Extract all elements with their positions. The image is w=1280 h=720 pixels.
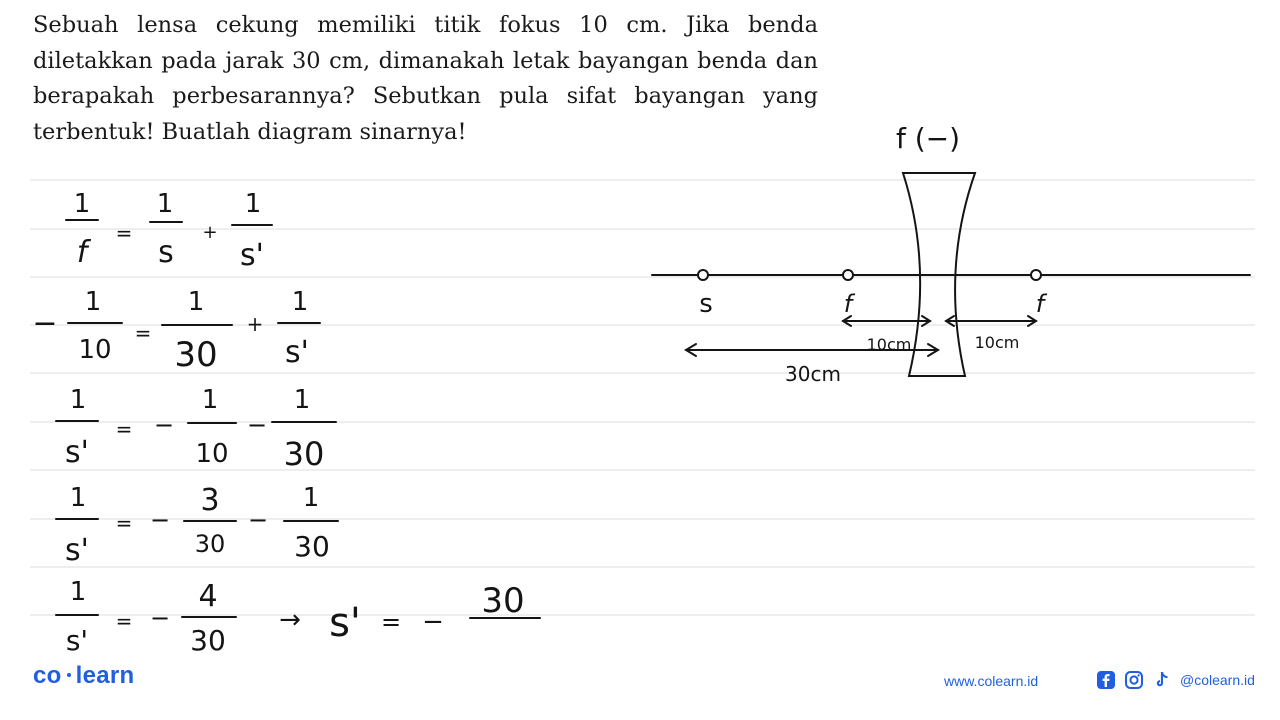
fraction-numerator: 1 [201,385,219,415]
minus-sign: − [422,607,444,637]
fraction-denominator: 30 [190,624,226,657]
minus-sign: − [153,411,175,439]
facebook-icon[interactable] [1096,670,1116,690]
focus-right-label: f [1035,290,1045,318]
colearn-logo [33,662,134,690]
work-line-5 [56,577,540,657]
fraction-numerator: 1 [291,287,309,317]
fraction-denominator: f [76,235,88,270]
fraction-numerator: 1 [69,385,87,415]
object-label: s [699,289,713,319]
social-links [1096,670,1255,690]
fraction-numerator: 1 [187,287,205,317]
fraction-numerator: 1 [293,385,311,415]
fraction-denominator: s' [240,238,264,273]
fraction-numerator: 4 [198,579,218,614]
social-handle[interactable]: @colearn.id [1180,672,1255,688]
fraction-denominator: s' [65,435,89,470]
handwritten-work [32,189,540,657]
fraction-denominator: 30 [194,530,226,558]
fraction-numerator: 1 [73,189,91,219]
lens-type-label: f (−) [895,122,961,155]
work-line-1 [66,189,272,273]
focal-distance-left: 10cm [866,335,912,354]
fraction-denominator: 30 [174,335,218,375]
minus-sign: − [247,506,269,534]
logo-dot [67,673,71,677]
minus-sign: − [32,306,58,341]
fraction-numerator: 1 [244,189,262,219]
fraction-denominator: 10 [78,335,112,365]
minus-sign: − [149,506,171,534]
fraction-numerator: 3 [200,483,220,518]
fraction-denominator: s' [65,624,89,657]
fraction-numerator: 1 [302,483,320,513]
work-line-2 [32,287,320,375]
focus-left-point [843,270,853,280]
object-point [698,270,708,280]
fraction-numerator: 1 [69,483,87,513]
fraction-denominator: s' [285,335,309,370]
equals-sign: = [115,609,133,633]
minus-sign: − [246,411,268,439]
work-line-3 [56,385,336,473]
fraction-denominator: s [158,235,174,270]
minus-sign: − [149,604,171,632]
instagram-icon[interactable] [1124,670,1144,690]
equals-sign: = [115,221,133,245]
logo-part-right: learn [75,662,135,689]
problem-statement: Sebuah lensa cekung memiliki titik fokus 10 cm. Jika benda diletakkan pada jarak 30 cm, dimanakah letak bayangan benda dan berapakah perbesarannya? Sebutkan pula sifat bayangan yang terbentuk! Buatlah diagram sinarnya! [33,12,818,145]
object-distance-label: 30cm [785,362,841,386]
website-link[interactable]: www.colearn.id [944,673,1039,689]
work-line-4 [56,483,338,568]
fraction-denominator: 30 [283,435,325,473]
equals-sign: = [115,417,133,441]
logo-part-left: co [33,662,62,689]
fraction-numerator: 1 [69,577,87,607]
plus-sign: + [246,312,264,336]
equals-sign: = [380,608,402,636]
focus-left-label: f [843,290,853,318]
fraction-denominator: s' [65,533,89,568]
focal-distance-right: 10cm [974,333,1020,352]
equals-sign: = [115,511,133,535]
focus-right-point [1031,270,1041,280]
fraction-denominator: 30 [294,530,330,563]
fraction-numerator: 1 [84,287,102,317]
equals-sign: = [134,321,152,345]
fraction-denominator: 10 [195,439,229,469]
plus-sign: + [202,222,218,243]
result-value: 30 [481,581,525,621]
lens-diagram [652,122,1250,386]
arrow-symbol: → [279,605,301,635]
fraction-numerator: 1 [156,189,174,219]
result-variable: s' [329,600,361,646]
tiktok-icon[interactable] [1152,670,1172,690]
